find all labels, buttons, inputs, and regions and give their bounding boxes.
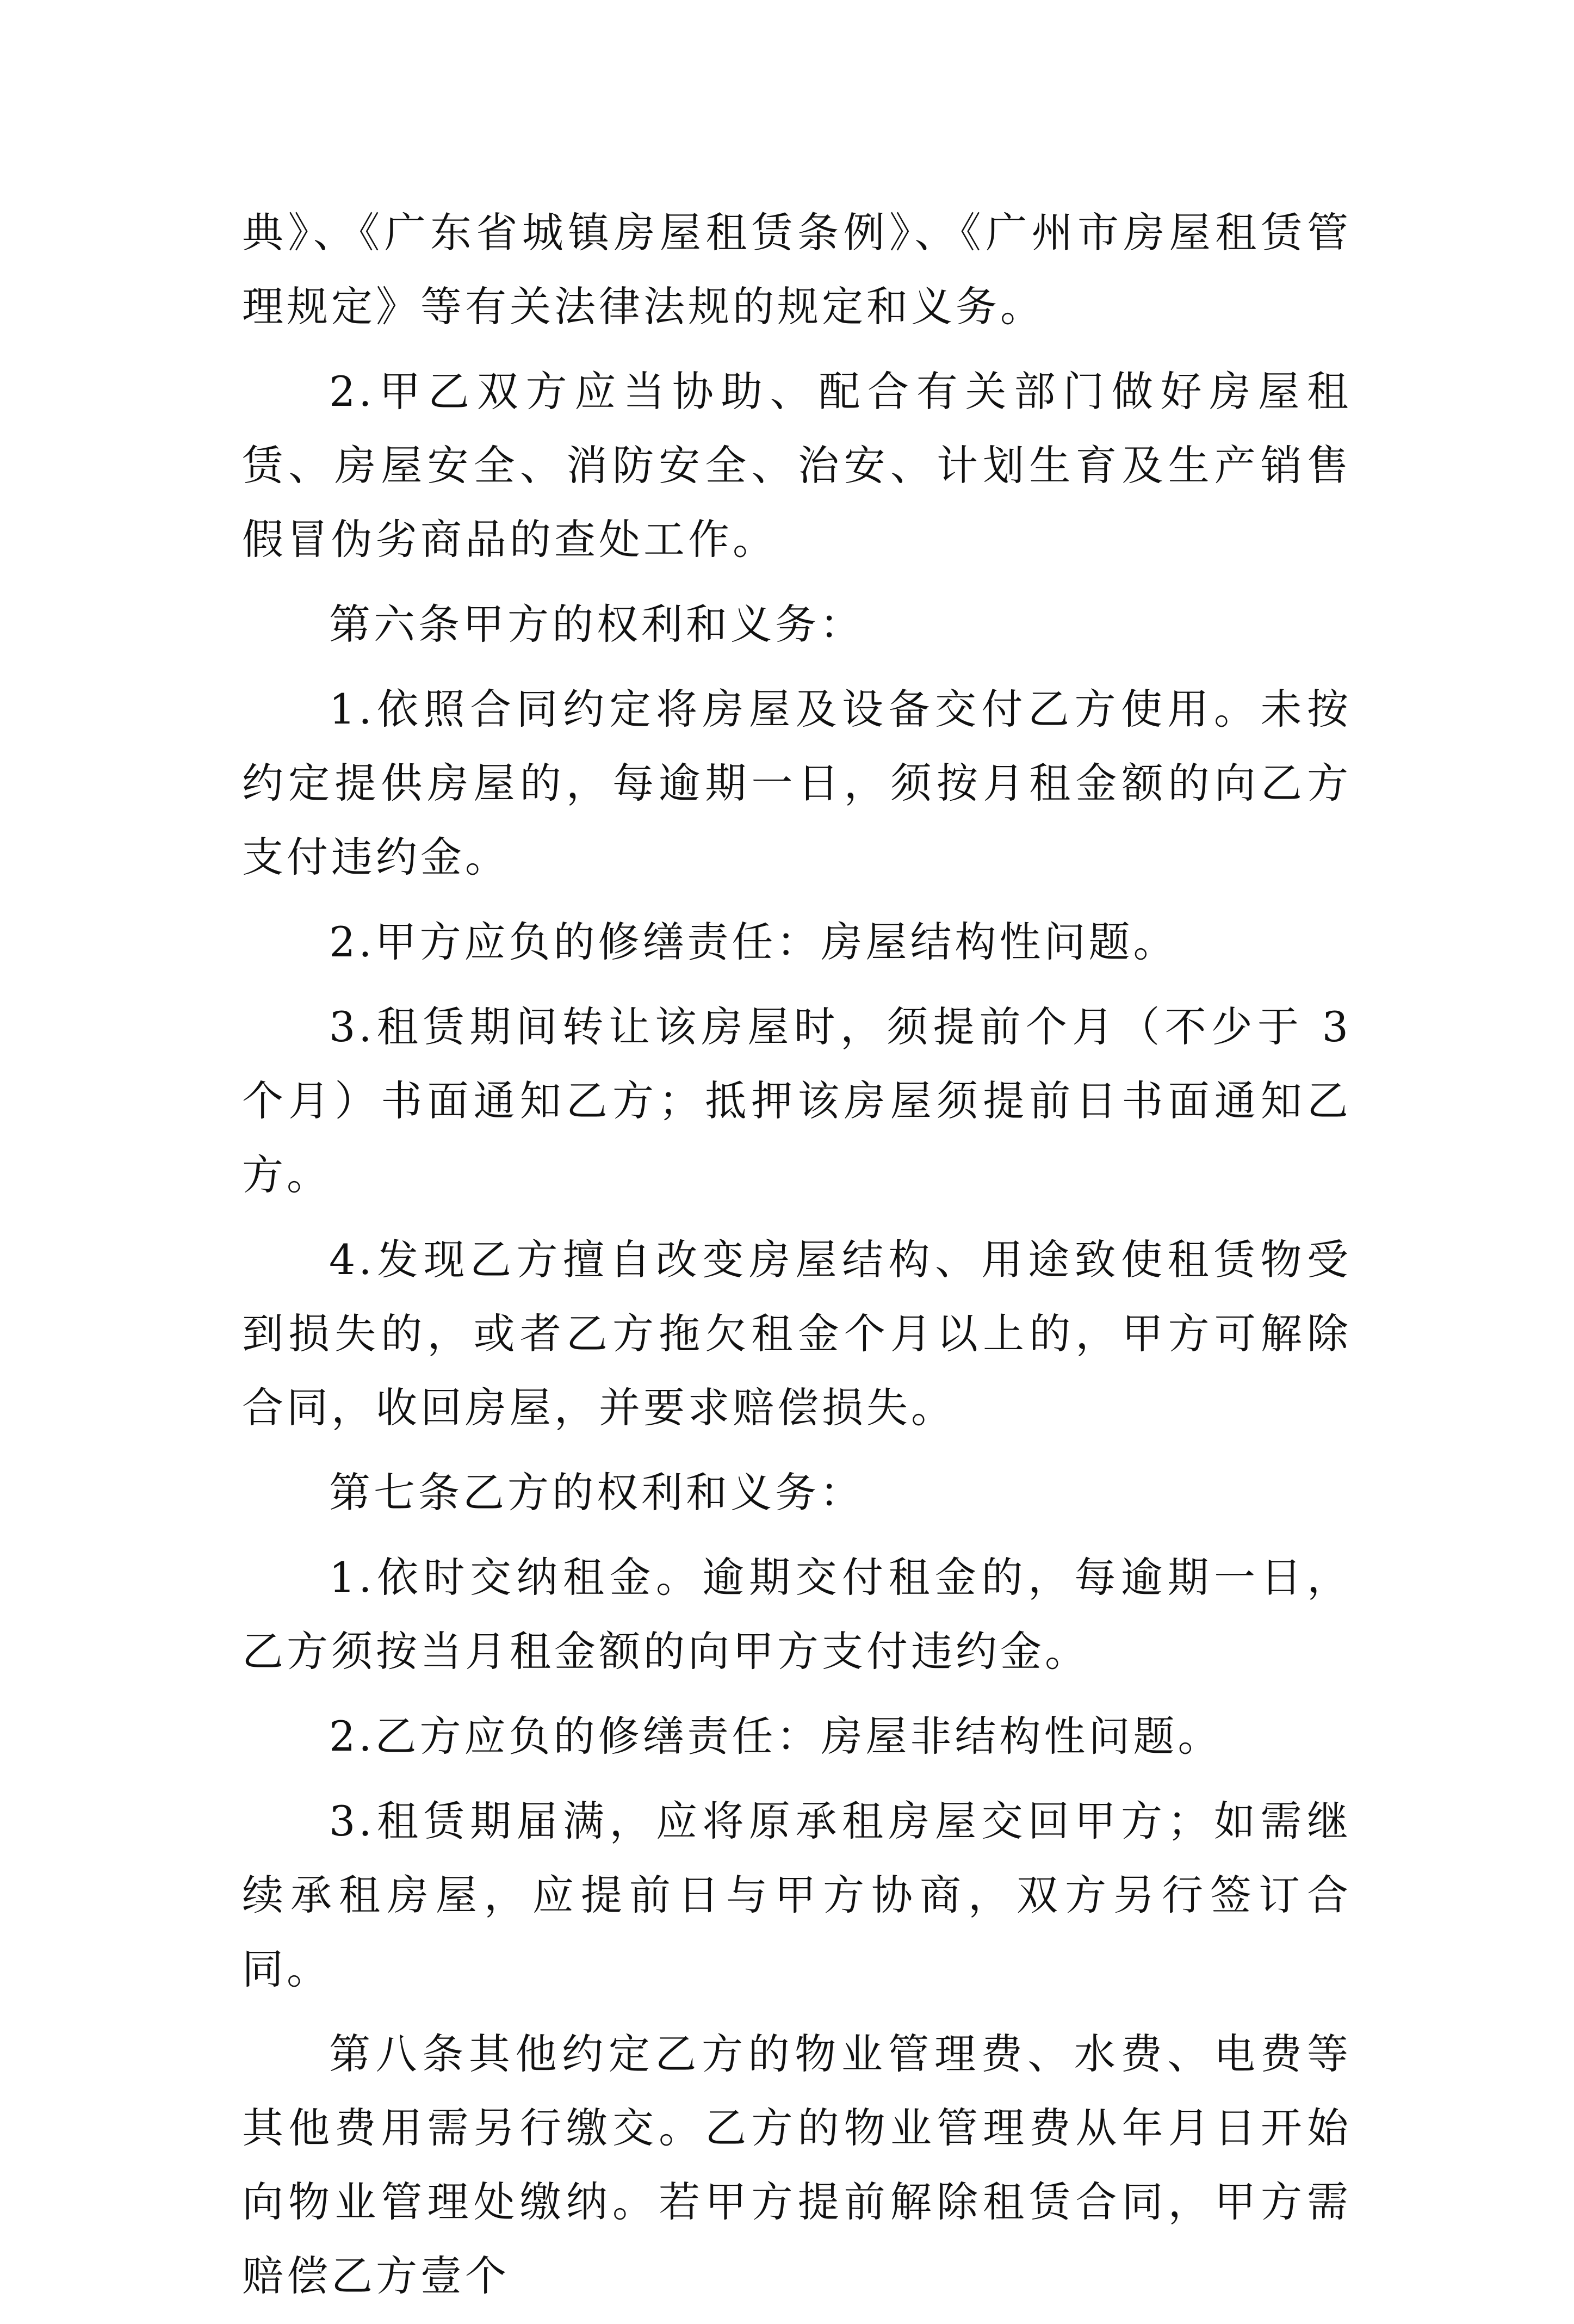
heading-article-7: 第七条乙方的权利和义务： xyxy=(329,1468,864,1517)
paragraph-clause-6-1: 1.依照合同约定将房屋及设备交付乙方使用。未按约定提供房屋的，每逾期一日，须按月租金额的向乙方支付违约金。 xyxy=(242,685,1352,881)
document-body xyxy=(242,196,1352,2324)
paragraph-continuation: 典》、《广东省城镇房屋租赁条例》、《广州市房屋租赁管理规定》等有关法律法规的规定和义务。 xyxy=(242,208,1352,331)
paragraph-clause-6-4: 4.发现乙方擅自改变房屋结构、用途致使租赁物受到损失的，或者乙方拖欠租金个月以上的，甲方可解除合同，收回房屋，并要求赔偿损失。 xyxy=(242,1235,1352,1432)
paragraph-clause-7-3: 3.租赁期届满，应将原承租房屋交回甲方；如需继续承租房屋，应提前日与甲方协商，双方另行签订合同。 xyxy=(242,1797,1352,1993)
paragraph-clause-6-3: 3.租赁期间转让该房屋时，须提前个月（不少于 3 个月）书面通知乙方；抵押该房屋须提前日书面通知乙方。 xyxy=(242,1003,1352,1199)
paragraph-clause-6-2: 2.甲方应负的修缮责任：房屋结构性问题。 xyxy=(329,918,1178,966)
paragraph-clause-7-2: 2.乙方应负的修缮责任：房屋非结构性问题。 xyxy=(329,1712,1223,1760)
paragraph-article-8: 第八条其他约定乙方的物业管理费、水费、电费等其他费用需另行缴交。乙方的物业管理费从年月日开始向物业管理处缴纳。若甲方提前解除租赁合同，甲方需赔偿乙方壹个 xyxy=(242,2030,1352,2300)
paragraph-clause-5-2: 2.甲乙双方应当协助、配合有关部门做好房屋租赁、房屋安全、消防安全、治安、计划生育及生产销售假冒伪劣商品的查处工作。 xyxy=(242,367,1352,564)
heading-article-6: 第六条甲方的权利和义务： xyxy=(329,600,864,648)
paragraph-clause-7-1: 1.依时交纳租金。逾期交付租金的，每逾期一日，乙方须按当月租金额的向甲方支付违约金。 xyxy=(242,1553,1352,1676)
